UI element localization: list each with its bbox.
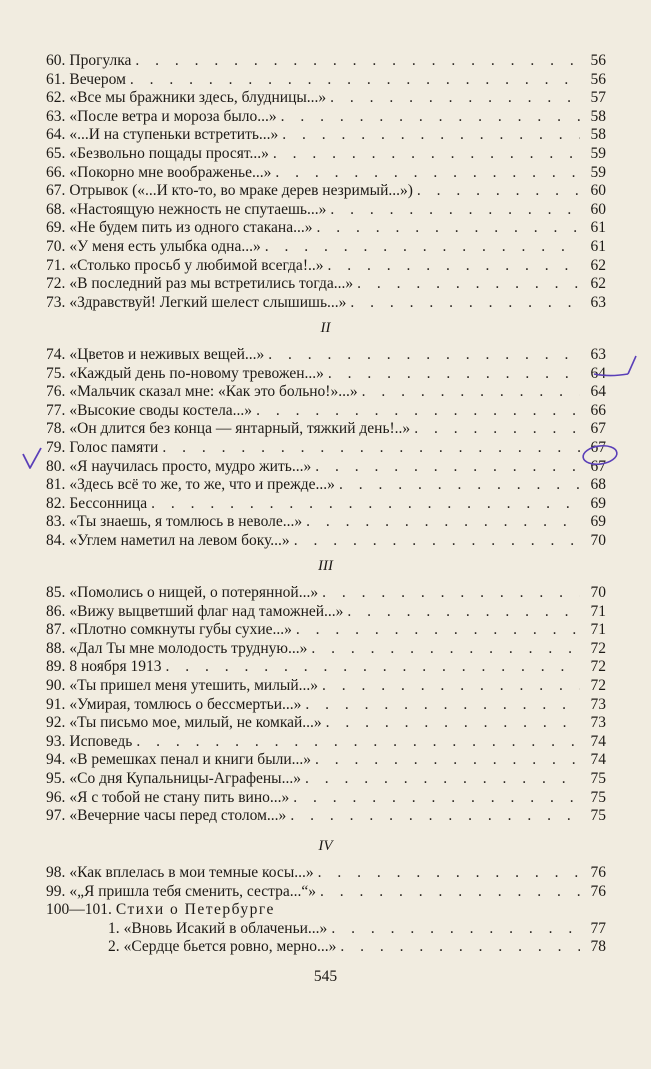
entry-title: «Он длится без конца — янтарный, тяжкий день!..» bbox=[69, 420, 411, 438]
entry-title: «Высокие своды костела...» bbox=[69, 401, 253, 419]
entry-number: 72. bbox=[46, 275, 66, 293]
entry-number: 63. bbox=[46, 107, 66, 125]
toc-entry bbox=[46, 383, 606, 402]
entry-title: «Мальчик сказал мне: «Как это больно!»...» bbox=[69, 383, 358, 401]
entry-title: «Со дня Купальницы-Аграфены...» bbox=[69, 769, 301, 787]
leader-dots bbox=[278, 126, 580, 145]
entry-title: «Ты пришел меня утешить, милый...» bbox=[69, 676, 319, 694]
page-number: 545 bbox=[313, 968, 338, 985]
toc-entry bbox=[46, 89, 606, 108]
toc-sub-entry bbox=[46, 938, 606, 957]
entry-page: 61 bbox=[590, 237, 606, 255]
toc-entry bbox=[46, 883, 606, 902]
entry-number: 77. bbox=[46, 401, 66, 419]
entry-page: 71 bbox=[590, 621, 606, 639]
leader-dots bbox=[261, 238, 580, 257]
leader-dots bbox=[324, 365, 580, 384]
toc-entry bbox=[46, 621, 606, 640]
entry-number: 71. bbox=[46, 256, 66, 274]
entry-title: «Углем наметил на левом боку...» bbox=[69, 531, 290, 549]
leader-dots bbox=[290, 532, 580, 551]
toc-entry bbox=[46, 346, 606, 365]
leader-dots bbox=[277, 108, 580, 127]
toc-entry bbox=[46, 714, 606, 733]
entry-number: 75. bbox=[46, 364, 66, 382]
entry-number: 64. bbox=[46, 126, 66, 144]
entry-page: 69 bbox=[590, 494, 606, 512]
toc-entry bbox=[46, 294, 606, 313]
entry-title: «Как вплелась в мои темные косы...» bbox=[69, 864, 314, 881]
toc-cycle-heading bbox=[46, 901, 606, 920]
entry-title: «Вечерние часы перед столом...» bbox=[69, 807, 287, 825]
entry-page: 61 bbox=[590, 219, 606, 237]
toc-entry bbox=[46, 807, 606, 826]
entry-page: 72 bbox=[590, 639, 606, 657]
toc-entry bbox=[46, 420, 606, 439]
entry-title: «Я с тобой не стану пить вино...» bbox=[69, 788, 290, 806]
entry-number: 70. bbox=[46, 237, 66, 255]
entry-title: «Сердце бьется ровно, мерно...» bbox=[123, 938, 337, 956]
entry-page: 73 bbox=[590, 695, 606, 713]
leader-dots bbox=[323, 257, 580, 276]
entry-title: «В ремешках пенал и книги были...» bbox=[69, 751, 312, 769]
entry-page: 66 bbox=[590, 401, 606, 419]
entry-number: 76. bbox=[46, 383, 66, 401]
entry-number: 74. bbox=[46, 346, 66, 363]
toc-entry bbox=[46, 476, 606, 495]
toc-section-3 bbox=[46, 584, 606, 826]
entry-title: «Покорно мне воображенье...» bbox=[69, 163, 272, 181]
leader-dots bbox=[336, 938, 580, 957]
entry-title: «У меня есть улыбка одна...» bbox=[69, 237, 261, 255]
entry-number: 82. bbox=[46, 494, 66, 512]
leader-dots bbox=[312, 219, 580, 238]
toc-entry bbox=[46, 770, 606, 789]
entry-page: 73 bbox=[590, 714, 606, 732]
toc-entry bbox=[46, 658, 606, 677]
toc-entry bbox=[46, 696, 606, 715]
entry-page: 67 bbox=[590, 438, 606, 456]
entry-number: 99. bbox=[46, 882, 66, 900]
entry-number: 78. bbox=[46, 420, 66, 438]
entry-number: 100—101. bbox=[46, 901, 112, 919]
leader-dots bbox=[292, 621, 580, 640]
section-heading-3: III bbox=[318, 558, 333, 574]
toc-entry bbox=[46, 238, 606, 257]
entry-number: 69. bbox=[46, 219, 66, 237]
entry-title: «Ты знаешь, я томлюсь в неволе...» bbox=[69, 513, 303, 531]
entry-number: 92. bbox=[46, 714, 66, 732]
entry-title: «Ты письмо мое, милый, не комкай...» bbox=[69, 714, 322, 732]
leader-dots bbox=[335, 476, 580, 495]
entry-number: 73. bbox=[46, 293, 66, 311]
entry-title: «Я научилась просто, мудро жить...» bbox=[69, 457, 312, 475]
entry-title: «Настоящую нежность не спутаешь...» bbox=[69, 200, 327, 218]
entry-title: Прогулка bbox=[69, 52, 132, 69]
entry-number: 61. bbox=[46, 70, 66, 88]
leader-dots bbox=[286, 807, 580, 826]
toc-entry bbox=[46, 126, 606, 145]
entry-page: 62 bbox=[590, 275, 606, 293]
toc-entry bbox=[46, 365, 606, 384]
entry-page: 57 bbox=[590, 89, 606, 107]
toc-section-2 bbox=[46, 346, 606, 551]
entry-page: 64 bbox=[590, 383, 606, 401]
entry-number: 1. bbox=[108, 919, 120, 937]
entry-page: 56 bbox=[590, 70, 606, 88]
entry-page: 74 bbox=[590, 732, 606, 750]
entry-title: «Цветов и неживых вещей...» bbox=[69, 346, 265, 363]
entry-title: Голос памяти bbox=[69, 438, 159, 456]
toc-entry bbox=[46, 733, 606, 752]
toc-entry bbox=[46, 182, 606, 201]
section-heading-2: II bbox=[320, 320, 331, 336]
entry-page: 67 bbox=[590, 420, 606, 438]
entry-page: 70 bbox=[590, 531, 606, 549]
entry-page: 71 bbox=[590, 602, 606, 620]
entry-page: 72 bbox=[590, 658, 606, 676]
leader-dots bbox=[269, 145, 580, 164]
leader-dots bbox=[314, 864, 580, 883]
entry-number: 86. bbox=[46, 602, 66, 620]
entry-title: «Помолись о нищей, о потерянной...» bbox=[69, 584, 319, 601]
entry-page: 56 bbox=[590, 52, 606, 69]
entry-number: 66. bbox=[46, 163, 66, 181]
entry-number: 85. bbox=[46, 584, 66, 601]
leader-dots bbox=[311, 751, 580, 770]
entry-number: 96. bbox=[46, 788, 66, 806]
leader-dots bbox=[147, 495, 580, 514]
toc-entry bbox=[46, 495, 606, 514]
entry-title: Бессонница bbox=[69, 494, 148, 512]
entry-page: 62 bbox=[590, 256, 606, 274]
entry-number: 94. bbox=[46, 751, 66, 769]
entry-title: Стихи о Петербурге bbox=[115, 901, 275, 919]
leader-dots bbox=[318, 584, 580, 603]
leader-dots bbox=[413, 182, 580, 201]
entry-page: 60 bbox=[590, 200, 606, 218]
entry-number: 93. bbox=[46, 732, 66, 750]
entry-number: 79. bbox=[46, 438, 66, 456]
entry-page: 70 bbox=[590, 584, 606, 601]
entry-number: 67. bbox=[46, 182, 66, 200]
entry-page: 76 bbox=[590, 864, 606, 881]
entry-page: 77 bbox=[590, 919, 606, 937]
entry-number: 88. bbox=[46, 639, 66, 657]
entry-number: 87. bbox=[46, 621, 66, 639]
leader-dots bbox=[326, 201, 580, 220]
leader-dots bbox=[316, 883, 580, 902]
entry-title: «Здесь всё то же, то же, что и прежде...» bbox=[69, 476, 335, 494]
leader-dots bbox=[311, 458, 580, 477]
leader-dots bbox=[126, 71, 580, 90]
entry-page: 58 bbox=[590, 107, 606, 125]
toc-entry bbox=[46, 257, 606, 276]
entry-title: 8 ноября 1913 bbox=[69, 658, 162, 676]
entry-title: «Все мы бражники здесь, блудницы...» bbox=[69, 89, 327, 107]
entry-number: 2. bbox=[108, 938, 120, 956]
leader-dots bbox=[326, 89, 580, 108]
leader-dots bbox=[131, 52, 580, 71]
entry-page: 58 bbox=[590, 126, 606, 144]
entry-title: «„Я пришла тебя сменить, сестра...“» bbox=[69, 882, 316, 900]
toc-section-1 bbox=[46, 52, 606, 312]
entry-number: 60. bbox=[46, 52, 66, 69]
toc-entry bbox=[46, 640, 606, 659]
toc-entry bbox=[46, 439, 606, 458]
leader-dots bbox=[301, 770, 580, 789]
leader-dots bbox=[132, 733, 580, 752]
leader-dots bbox=[343, 603, 580, 622]
entry-title: «Каждый день по-новому тревожен...» bbox=[69, 364, 324, 382]
toc-section-4 bbox=[46, 864, 606, 957]
toc-entry bbox=[46, 145, 606, 164]
entry-number: 81. bbox=[46, 476, 66, 494]
entry-page: 60 bbox=[590, 182, 606, 200]
entry-title: «Не будем пить из одного стакана...» bbox=[69, 219, 313, 237]
toc-entry bbox=[46, 275, 606, 294]
leader-dots bbox=[158, 439, 580, 458]
entry-number: 90. bbox=[46, 676, 66, 694]
toc-entry bbox=[46, 751, 606, 770]
leader-dots bbox=[327, 920, 580, 939]
toc-entry bbox=[46, 71, 606, 90]
entry-page: 76 bbox=[590, 882, 606, 900]
entry-number: 68. bbox=[46, 200, 66, 218]
leader-dots bbox=[358, 383, 580, 402]
pencil-underline-mark bbox=[590, 352, 640, 386]
leader-dots bbox=[318, 677, 580, 696]
entry-title: «Здравствуй! Легкий шелест слышишь...» bbox=[69, 293, 347, 311]
entry-page: 74 bbox=[590, 751, 606, 769]
leader-dots bbox=[353, 275, 580, 294]
section-heading-4: IV bbox=[318, 838, 333, 854]
entry-number: 80. bbox=[46, 457, 66, 475]
toc-entry bbox=[46, 789, 606, 808]
entry-title: «Вижу выцветший флаг над таможней...» bbox=[69, 602, 344, 620]
entry-number: 91. bbox=[46, 695, 66, 713]
toc-entry bbox=[46, 532, 606, 551]
entry-page: 72 bbox=[590, 676, 606, 694]
toc-entry bbox=[46, 864, 606, 883]
entry-title: Отрывок («...И кто-то, во мраке дерев незримый...») bbox=[69, 182, 413, 200]
entry-page: 59 bbox=[590, 144, 606, 162]
entry-page: 78 bbox=[590, 938, 606, 956]
entry-number: 62. bbox=[46, 89, 66, 107]
toc-entry bbox=[46, 164, 606, 183]
toc-entry bbox=[46, 677, 606, 696]
entry-title: Вечером bbox=[69, 70, 126, 88]
toc-entry bbox=[46, 584, 606, 603]
entry-number: 95. bbox=[46, 769, 66, 787]
entry-number: 98. bbox=[46, 864, 66, 881]
toc-sub-entry bbox=[46, 920, 606, 939]
entry-title: «Дал Ты мне молодость трудную...» bbox=[69, 639, 308, 657]
entry-number: 83. bbox=[46, 513, 66, 531]
leader-dots bbox=[346, 294, 580, 313]
toc-entry bbox=[46, 458, 606, 477]
toc-entry bbox=[46, 603, 606, 622]
toc-entry bbox=[46, 219, 606, 238]
entry-page: 63 bbox=[590, 293, 606, 311]
toc-entry bbox=[46, 201, 606, 220]
entry-title: «Безвольно пощады просят...» bbox=[69, 144, 269, 162]
leader-dots bbox=[289, 789, 580, 808]
entry-page: 63 bbox=[590, 346, 606, 363]
entry-number: 89. bbox=[46, 658, 66, 676]
entry-page: 75 bbox=[590, 769, 606, 787]
entry-page: 67 bbox=[590, 457, 606, 475]
toc-entry bbox=[46, 108, 606, 127]
entry-title: «Вновь Исакий в облаченьи...» bbox=[123, 919, 328, 937]
entry-page: 59 bbox=[590, 163, 606, 181]
toc-entry bbox=[46, 402, 606, 421]
entry-number: 97. bbox=[46, 807, 66, 825]
entry-page: 75 bbox=[590, 788, 606, 806]
pencil-circle-mark bbox=[578, 443, 622, 467]
entry-page: 64 bbox=[590, 364, 606, 382]
entry-page: 68 bbox=[590, 476, 606, 494]
entry-page: 75 bbox=[590, 807, 606, 825]
leader-dots bbox=[301, 696, 580, 715]
toc-entry bbox=[46, 52, 606, 71]
leader-dots bbox=[302, 513, 580, 532]
entry-page: 69 bbox=[590, 513, 606, 531]
leader-dots bbox=[271, 164, 580, 183]
leader-dots bbox=[162, 658, 580, 677]
pencil-check-icon bbox=[20, 446, 44, 472]
entry-title: «Умирая, томлюсь о бессмертьи...» bbox=[69, 695, 302, 713]
entry-number: 65. bbox=[46, 144, 66, 162]
leader-dots bbox=[264, 346, 580, 365]
entry-title: «Столько просьб у любимой всегда!..» bbox=[69, 256, 324, 274]
entry-title: «В последний раз мы встретились тогда...» bbox=[69, 275, 354, 293]
leader-dots bbox=[307, 640, 580, 659]
entry-title: Исповедь bbox=[69, 732, 133, 750]
entry-title: «...И на ступеньки встретить...» bbox=[69, 126, 279, 144]
leader-dots bbox=[252, 402, 580, 421]
entry-title: «Плотно сомкнуты губы сухие...» bbox=[69, 621, 292, 639]
entry-number: 84. bbox=[46, 531, 66, 549]
toc-entry bbox=[46, 513, 606, 532]
entry-title: «После ветра и мороза было...» bbox=[69, 107, 277, 125]
leader-dots bbox=[410, 420, 580, 439]
leader-dots bbox=[322, 714, 580, 733]
